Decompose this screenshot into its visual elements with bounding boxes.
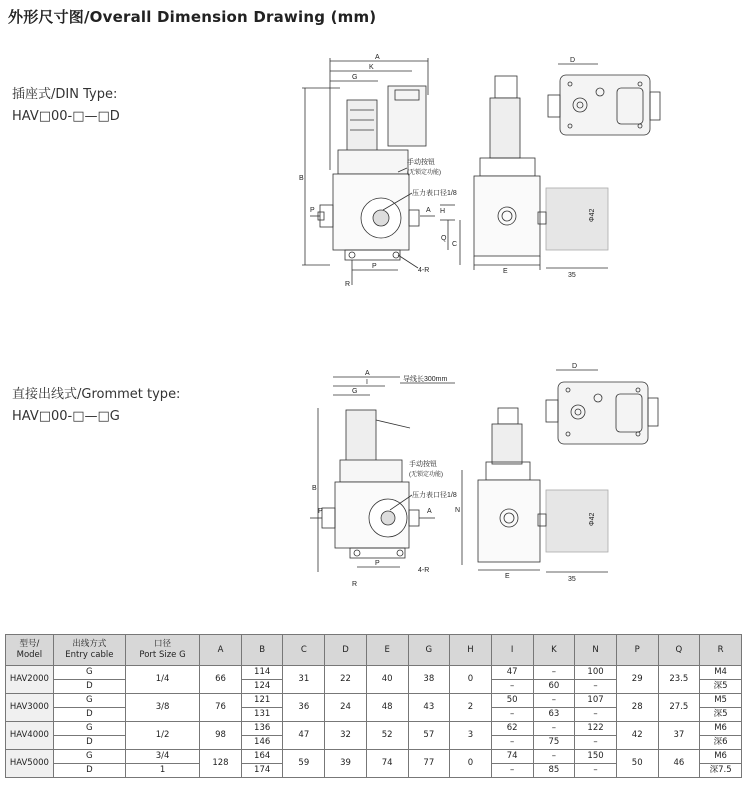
dim-H-cell: 2 (450, 694, 492, 722)
port-size-cell: 1/4 (125, 666, 199, 694)
column-header-cn: 型号/ (19, 639, 40, 649)
dim-D-cell: 32 (325, 722, 367, 750)
column-header (283, 635, 325, 666)
column-header-en: K (551, 644, 557, 655)
dim-I-cell: – (491, 736, 533, 750)
dim-K-cell: – (533, 694, 575, 708)
dim-N-cell: – (575, 680, 617, 694)
column-header (491, 635, 533, 666)
dim-E-cell: 40 (366, 666, 408, 694)
manual-button-note: (无锁定功能) (407, 170, 441, 176)
column-header-en: Entry cable (65, 650, 114, 660)
column-header (366, 635, 408, 666)
dim-R-cell: 深7.5 (700, 764, 742, 778)
dim-C-cell: 59 (283, 750, 325, 778)
dim-I-cell: 74 (491, 750, 533, 764)
column-header-en: I (510, 644, 514, 655)
dim-K-cell: 75 (533, 736, 575, 750)
dim-I-cell: 50 (491, 694, 533, 708)
column-header-en: A (217, 644, 224, 655)
dim-K-cell: 60 (533, 680, 575, 694)
column-header (325, 635, 367, 666)
din-top-view (548, 57, 660, 135)
table-row (6, 694, 742, 708)
wire-length-label: 导线长300mm (403, 376, 448, 383)
column-header (241, 635, 283, 666)
port-size-cell: 1/2 (125, 722, 199, 750)
column-header-en: H (467, 644, 474, 655)
dim-R-cell: M4 (700, 666, 742, 680)
entry-cable-cell: D (53, 736, 125, 750)
column-header (658, 635, 700, 666)
dim-N-cell: – (575, 736, 617, 750)
column-header (575, 635, 617, 666)
column-header-en: R (717, 644, 724, 655)
entry-cable-cell: D (53, 708, 125, 722)
dim-I-cell: – (491, 708, 533, 722)
model-cell: HAV2000 (6, 666, 54, 694)
column-header (53, 635, 125, 666)
column-header-cn: 出线方式 (72, 639, 107, 649)
dim-N-cell: 107 (575, 694, 617, 708)
column-header-en: C (300, 644, 307, 655)
diameter-label: Φ42 (589, 208, 596, 222)
dim-R-cell: 深5 (700, 708, 742, 722)
dim-K-cell: 63 (533, 708, 575, 722)
dim-N-cell: – (575, 764, 617, 778)
g-screw-label: 4-R (418, 567, 430, 574)
dim-I-cell: – (491, 764, 533, 778)
dim-G-cell: 57 (408, 722, 450, 750)
table-row (6, 666, 742, 680)
dim-C-label: C (452, 241, 458, 248)
g-port-R-label: R (352, 581, 358, 588)
g-length-35-label: 35 (568, 576, 576, 583)
dim-Q-cell: 37 (658, 722, 700, 750)
g-dim-N-label: N (455, 507, 461, 514)
dim-B-cell: 174 (241, 764, 283, 778)
dim-B-cell: 164 (241, 750, 283, 764)
dim-R-cell: M6 (700, 722, 742, 736)
dim-N-cell: 100 (575, 666, 617, 680)
entry-cable-cell: G (53, 750, 125, 764)
dim-K-label: K (369, 64, 374, 71)
dim-B-cell: 146 (241, 736, 283, 750)
page-title: 外形尺寸图/Overall Dimension Drawing (mm) (8, 8, 377, 26)
dim-B-cell: 114 (241, 666, 283, 680)
dim-G-label: G (352, 74, 358, 81)
manual-button-label: 手动按钮 (407, 159, 435, 166)
dim-H-cell: 3 (450, 722, 492, 750)
dim-H-label: H (440, 208, 446, 215)
dim-I-cell: – (491, 680, 533, 694)
column-header-en: E (384, 644, 390, 655)
grommet-front-view (310, 370, 462, 588)
column-header-en: Port Size G (139, 650, 186, 660)
dim-R-cell: M6 (700, 750, 742, 764)
dim-I-cell: 47 (491, 666, 533, 680)
dim-B-label: B (299, 175, 304, 182)
dim-D-cell: 22 (325, 666, 367, 694)
column-header-en: P (634, 644, 640, 655)
dim-I-cell: 62 (491, 722, 533, 736)
model-cell: HAV5000 (6, 750, 54, 778)
port-P-label: P (310, 207, 315, 214)
column-header (700, 635, 742, 666)
column-header (125, 635, 199, 666)
din-type-model: HAV□00-□—□D (12, 109, 120, 124)
g-port-P-label: P (318, 508, 323, 515)
dim-E-label: E (503, 268, 508, 275)
column-header-en: Q (675, 644, 683, 655)
g-dim-D-label: D (572, 363, 578, 370)
dim-G-cell: 43 (408, 694, 450, 722)
dim-B-cell: 124 (241, 680, 283, 694)
g-dim-G-label: G (352, 388, 358, 395)
dim-G-cell: 77 (408, 750, 450, 778)
port-size-cell: 1 (125, 764, 199, 778)
g-dim-A-label: A (365, 370, 370, 377)
grommet-type-model: HAV□00-□—□G (12, 409, 120, 424)
column-header-en: G (425, 644, 433, 655)
model-cell: HAV3000 (6, 694, 54, 722)
column-header-en: Model (16, 650, 43, 660)
dim-G-cell: 38 (408, 666, 450, 694)
dim-E-cell: 48 (366, 694, 408, 722)
column-header (200, 635, 242, 666)
dim-E-cell: 52 (366, 722, 408, 750)
table-row (6, 750, 742, 764)
grommet-top-view (546, 363, 658, 444)
dim-Q-cell: 27.5 (658, 694, 700, 722)
dim-A-cell: 66 (200, 666, 242, 694)
column-header-en: D (342, 644, 349, 655)
column-header-en: N (592, 644, 599, 655)
entry-cable-cell: G (53, 722, 125, 736)
column-header (6, 635, 54, 666)
column-header (616, 635, 658, 666)
dim-K-cell: – (533, 666, 575, 680)
dim-D-cell: 39 (325, 750, 367, 778)
dim-E-cell: 74 (366, 750, 408, 778)
port-size-cell: 3/4 (125, 750, 199, 764)
dim-R-cell: 深5 (700, 680, 742, 694)
dim-P-cell: 29 (616, 666, 658, 694)
port-R-label: R (345, 281, 351, 288)
g-port-A-label: A (427, 508, 432, 515)
port-A-label: A (426, 207, 431, 214)
dim-A-label: A (375, 54, 380, 61)
dim-A-cell: 76 (200, 694, 242, 722)
dim-K-cell: – (533, 750, 575, 764)
column-header (450, 635, 492, 666)
entry-cable-cell: D (53, 680, 125, 694)
length-35-label: 35 (568, 272, 576, 279)
g-gauge-port-label: 压力表口径1/8 (412, 492, 457, 499)
dim-K-cell: – (533, 722, 575, 736)
dim-Q-cell: 23.5 (658, 666, 700, 694)
column-header-cn: 口径 (154, 639, 172, 649)
dim-D-label: D (570, 57, 576, 64)
g-diameter-label: Φ42 (589, 512, 596, 526)
dim-P-cell: 42 (616, 722, 658, 750)
entry-cable-cell: D (53, 764, 125, 778)
g-manual-button-note: (无锁定功能) (409, 472, 443, 478)
dim-C-cell: 31 (283, 666, 325, 694)
screw-label: 4-R (418, 267, 430, 274)
grommet-type-label: 直接出线式/Grommet type: (12, 387, 181, 402)
dim-A-cell: 98 (200, 722, 242, 750)
dim-N-cell: 122 (575, 722, 617, 736)
din-front-view (299, 54, 460, 288)
g-dim-B-label: B (312, 485, 317, 492)
dim-K-cell: 85 (533, 764, 575, 778)
dimension-table (5, 634, 742, 778)
dim-N-cell: – (575, 708, 617, 722)
dim-P-bottom-label: P (372, 263, 377, 270)
dim-C-cell: 36 (283, 694, 325, 722)
dim-P-cell: 50 (616, 750, 658, 778)
table-body (6, 666, 742, 778)
port-size-cell: 3/8 (125, 694, 199, 722)
dim-B-cell: 131 (241, 708, 283, 722)
dim-H-cell: 0 (450, 666, 492, 694)
dim-Q-cell: 46 (658, 750, 700, 778)
din-type-label: 插座式/DIN Type: (12, 87, 118, 102)
g-manual-button-label: 手动按钮 (409, 461, 437, 468)
column-header (533, 635, 575, 666)
dim-A-cell: 128 (200, 750, 242, 778)
entry-cable-cell: G (53, 666, 125, 680)
entry-cable-cell: G (53, 694, 125, 708)
dim-H-cell: 0 (450, 750, 492, 778)
dim-B-cell: 121 (241, 694, 283, 708)
dim-B-cell: 136 (241, 722, 283, 736)
dim-Q-label: Q (441, 235, 447, 242)
g-dim-E-label: E (505, 573, 510, 580)
table-header-row (6, 635, 742, 666)
g-dim-P-bottom-label: P (375, 560, 380, 567)
column-header-en: B (259, 644, 266, 655)
dim-D-cell: 24 (325, 694, 367, 722)
model-cell: HAV4000 (6, 722, 54, 750)
dim-R-cell: M5 (700, 694, 742, 708)
dim-N-cell: 150 (575, 750, 617, 764)
table-row (6, 722, 742, 736)
dim-R-cell: 深6 (700, 736, 742, 750)
gauge-port-label: 压力表口径1/8 (412, 190, 457, 197)
column-header (408, 635, 450, 666)
g-dim-I-label: I (366, 379, 368, 386)
dim-P-cell: 28 (616, 694, 658, 722)
dim-C-cell: 47 (283, 722, 325, 750)
